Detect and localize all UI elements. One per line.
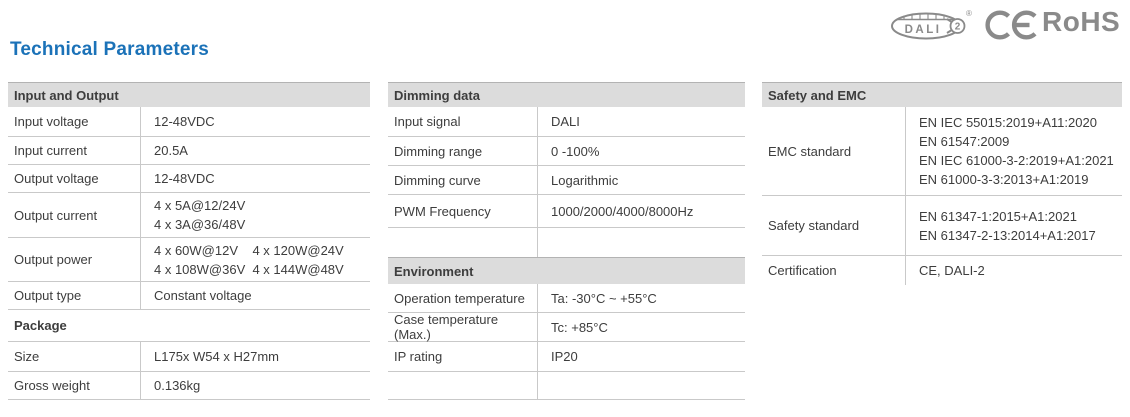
row-value-line: Tc: +85°C bbox=[551, 319, 608, 335]
table-row bbox=[8, 165, 370, 193]
spacer-row bbox=[388, 372, 745, 400]
table-row bbox=[762, 256, 1122, 285]
table-body bbox=[8, 107, 370, 400]
row-value bbox=[140, 342, 370, 371]
spacer-row bbox=[388, 228, 745, 257]
row-value-line: CE, DALI-2 bbox=[919, 263, 985, 278]
row-value bbox=[537, 313, 745, 341]
table-row bbox=[8, 137, 370, 165]
row-value-line: Logarithmic bbox=[551, 172, 619, 188]
row-value bbox=[140, 165, 370, 192]
table-row bbox=[8, 193, 370, 238]
row-value-line: 4 x 5A@12/24V bbox=[154, 198, 246, 213]
table-body bbox=[388, 107, 745, 400]
row-value bbox=[537, 107, 745, 136]
page-title: Technical Parameters bbox=[10, 39, 210, 60]
row-value-line: DALI bbox=[551, 114, 580, 129]
row-value bbox=[140, 372, 370, 399]
table-row bbox=[8, 342, 370, 372]
row-value bbox=[140, 137, 370, 164]
row-label: Certification bbox=[768, 263, 837, 278]
row-label: Input voltage bbox=[14, 114, 89, 129]
table-body bbox=[762, 107, 1122, 285]
row-value bbox=[140, 238, 370, 281]
table-row bbox=[8, 238, 370, 282]
dali-logo-badge-2: 2 bbox=[954, 21, 961, 33]
row-value-line: 4 x 108W@36V 4 x 144W@48V bbox=[154, 261, 344, 277]
table-row bbox=[388, 342, 745, 372]
row-value bbox=[537, 284, 745, 312]
row-value bbox=[140, 282, 370, 309]
row-value bbox=[537, 342, 745, 371]
row-value bbox=[537, 372, 745, 399]
row-label: Output current bbox=[14, 207, 98, 223]
row-value bbox=[537, 166, 745, 194]
table-row bbox=[762, 196, 1122, 256]
row-label: Input current bbox=[14, 143, 87, 158]
row-value-line: 0 -100% bbox=[551, 143, 600, 159]
row-label: PWM Frequency bbox=[394, 203, 491, 219]
table-row bbox=[388, 284, 745, 313]
ce-mark-icon bbox=[984, 8, 1038, 42]
row-value-line: EN 61347-2-13:2014+A1:2017 bbox=[919, 227, 1096, 243]
table-header: Dimming data bbox=[388, 82, 745, 107]
row-label: Dimming range bbox=[394, 143, 483, 159]
row-label: Dimming curve bbox=[394, 172, 481, 188]
row-label: Input signal bbox=[394, 114, 461, 129]
row-value-line: EN 61000-3-3:2013+A1:2019 bbox=[919, 172, 1089, 187]
table-row bbox=[388, 166, 745, 195]
row-value-line: 12-48VDC bbox=[154, 171, 215, 186]
row-label: Gross weight bbox=[14, 378, 90, 393]
row-value-line: 4 x 3A@36/48V bbox=[154, 217, 246, 232]
rohs-logo: RoHS bbox=[1042, 6, 1121, 37]
row-value-line: EN IEC 55015:2019+A11:2020 bbox=[919, 115, 1097, 130]
table-input-and-output bbox=[8, 82, 370, 400]
table-header: Safety and EMC bbox=[762, 82, 1122, 107]
row-value bbox=[537, 195, 745, 227]
row-value-line: 20.5A bbox=[154, 143, 188, 158]
row-value-line: EN IEC 61000-3-2:2019+A1:2021 bbox=[919, 153, 1114, 168]
row-label: Case temperature (Max.) bbox=[394, 312, 499, 342]
row-value bbox=[537, 137, 745, 165]
table-safety-and-emc bbox=[762, 82, 1122, 285]
row-value bbox=[140, 107, 370, 136]
row-value bbox=[905, 256, 1122, 285]
row-label: Output voltage bbox=[14, 171, 99, 186]
table-row bbox=[388, 195, 745, 228]
table-row bbox=[388, 313, 745, 342]
row-label bbox=[388, 372, 537, 399]
row-value-line: 12-48VDC bbox=[154, 114, 215, 129]
table-row bbox=[762, 107, 1122, 196]
row-value-line: 1000/2000/4000/8000Hz bbox=[551, 203, 694, 219]
row-value-line: IP20 bbox=[551, 349, 578, 364]
row-value bbox=[140, 193, 370, 237]
row-value bbox=[537, 228, 745, 257]
dali-logo-text: DALI bbox=[904, 24, 942, 36]
row-value-line: 4 x 60W@12V 4 x 120W@24V bbox=[154, 242, 344, 258]
table-row bbox=[8, 282, 370, 310]
row-value-line: Constant voltage bbox=[154, 288, 252, 303]
table-row bbox=[8, 372, 370, 400]
row-value-line: L175x W54 x H27mm bbox=[154, 349, 279, 364]
dali-logo-registered-mark: ® bbox=[966, 9, 972, 18]
row-value bbox=[905, 196, 1122, 255]
row-value-line: EN 61347-1:2015+A1:2021 bbox=[919, 208, 1077, 224]
row-label: Size bbox=[14, 349, 40, 364]
dali-2-logo-icon bbox=[890, 6, 976, 44]
row-label bbox=[388, 228, 537, 257]
row-label: EMC standard bbox=[768, 143, 852, 159]
row-label: Output power bbox=[14, 252, 93, 267]
row-label: Operation temperature bbox=[394, 290, 525, 306]
subsection-header-row: Package bbox=[8, 310, 370, 342]
row-label: Safety standard bbox=[768, 218, 860, 233]
section-header-row: Environment bbox=[388, 257, 745, 284]
table-row bbox=[388, 107, 745, 137]
row-value bbox=[905, 107, 1122, 195]
table-row bbox=[8, 107, 370, 137]
row-label: IP rating bbox=[394, 349, 443, 364]
row-value-line: EN 61547:2009 bbox=[919, 134, 1010, 149]
row-label: Output type bbox=[14, 288, 82, 303]
row-value-line: 0.136kg bbox=[154, 378, 201, 393]
table-header: Input and Output bbox=[8, 82, 370, 107]
table-dimming-data-environment bbox=[388, 82, 745, 400]
table-row bbox=[388, 137, 745, 166]
row-value-line: Ta: -30°C ~ +55°C bbox=[551, 290, 657, 306]
